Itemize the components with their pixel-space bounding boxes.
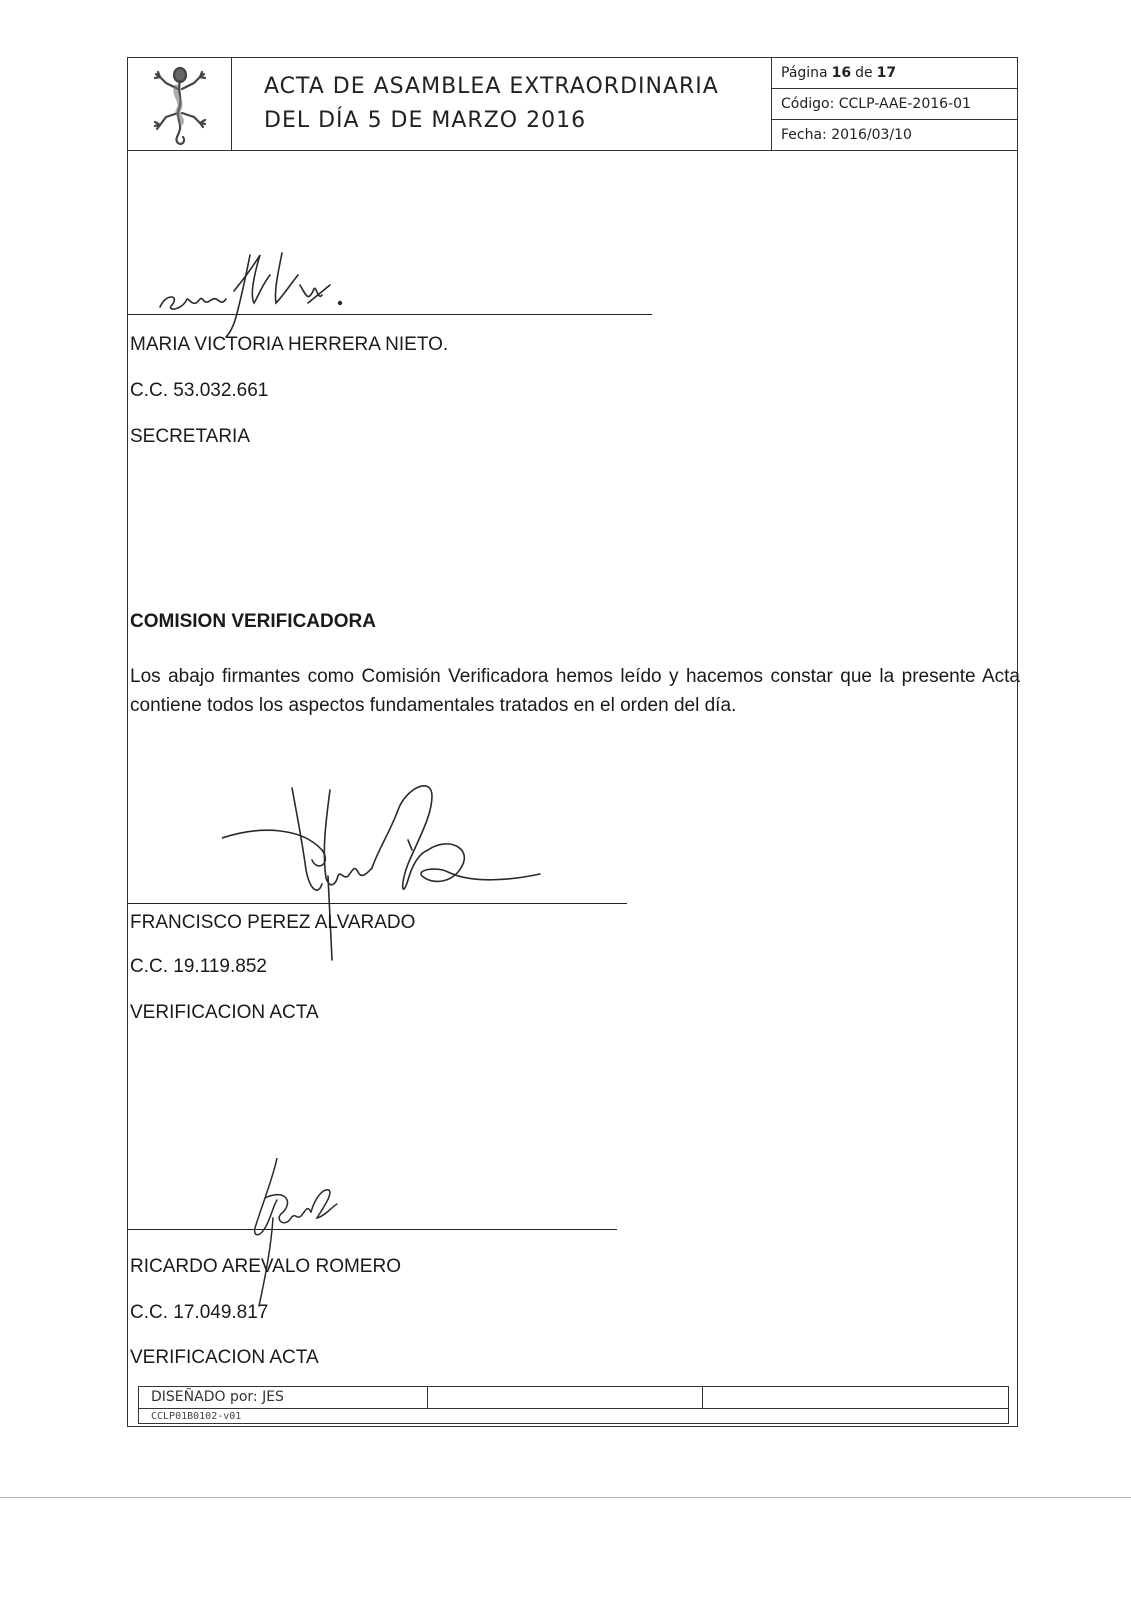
lizard-icon (150, 61, 210, 147)
signature-verifier-2 (225, 1158, 345, 1308)
page-total: 17 (876, 65, 897, 81)
footer-cell-empty-1 (428, 1387, 703, 1408)
verifier-1-role: VERIFICACION ACTA (130, 1002, 319, 1023)
title-line-1: ACTA DE ASAMBLEA EXTRAORDINARIA (264, 74, 719, 99)
footer-doc-code: CCLP01B0102-v01 (151, 1411, 242, 1422)
document-footer (138, 1386, 1009, 1424)
page-number (772, 58, 1017, 89)
secretary-role: SECRETARIA (130, 426, 251, 447)
document-date: Fecha: 2016/03/10 (781, 127, 912, 143)
logo-cell (128, 58, 232, 150)
secretary-name: MARIA VICTORIA HERRERA NIETO. (130, 334, 449, 355)
document-title (232, 58, 772, 150)
verifier-2-role: VERIFICACION ACTA (130, 1347, 319, 1368)
document-meta (772, 58, 1017, 150)
verifier-1-name: FRANCISCO PEREZ ALVARADO (130, 912, 416, 933)
title-line-2: DEL DÍA 5 DE MARZO 2016 (264, 108, 587, 133)
document-header (127, 57, 1018, 151)
document-code: Código: CCLP-AAE-2016-01 (772, 89, 1017, 120)
signature-line-verifier-2 (127, 1229, 617, 1230)
verifier-2-name: RICARDO AREVALO ROMERO (130, 1256, 401, 1277)
footer-cell-empty-2 (703, 1387, 1008, 1408)
page-label: Página (781, 65, 828, 81)
scan-page-edge (0, 1497, 1131, 1498)
signature-line-secretary (127, 314, 652, 315)
signature-secretary (150, 245, 360, 340)
commission-paragraph: Los abajo firmantes como Comisión Verificadora hemos leído y hacemos constar que la presente Acta contiene todos los aspectos fundamentales tratados en el orden del día. (130, 666, 1020, 716)
designed-by: DISEÑADO por: JES (139, 1387, 428, 1408)
page-current: 16 (831, 65, 852, 81)
verifier-1-id: C.C. 19.119.852 (130, 956, 267, 977)
commission-heading: COMISION VERIFICADORA (130, 611, 376, 632)
signature-line-verifier-1 (127, 903, 627, 904)
signature-verifier-1 (222, 780, 552, 980)
secretary-id: C.C. 53.032.661 (130, 380, 269, 401)
verifier-2-id: C.C. 17.049.817 (130, 1302, 269, 1323)
page-of: de (855, 65, 873, 81)
